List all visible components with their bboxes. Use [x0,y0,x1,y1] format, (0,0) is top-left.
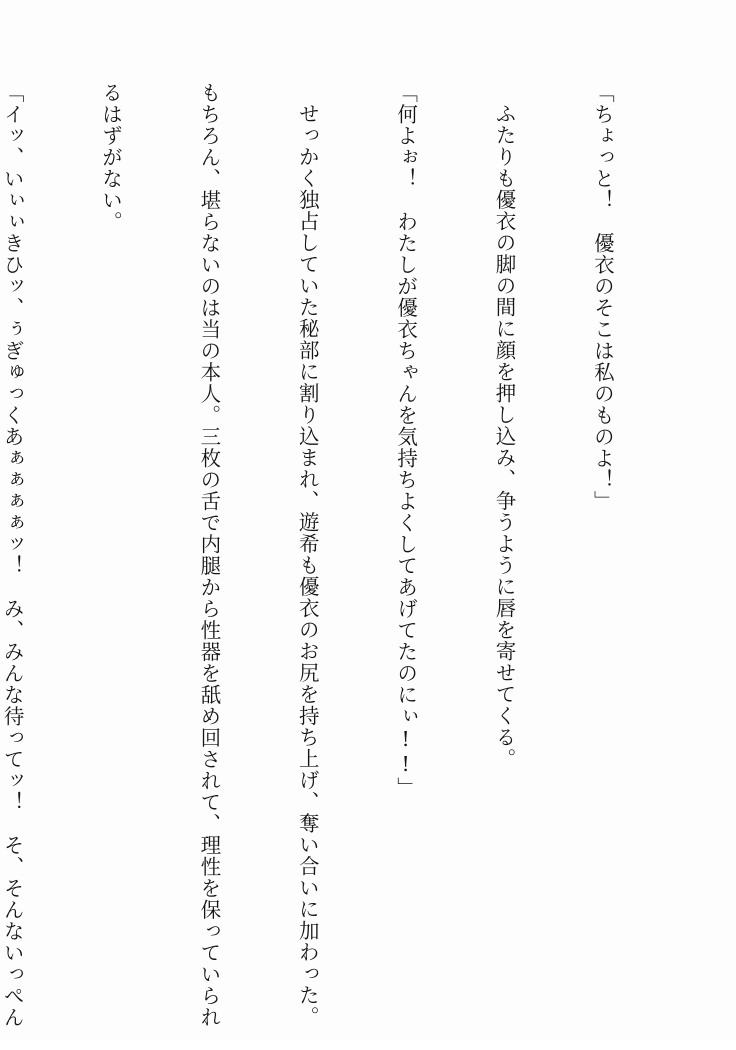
text-line: ふたりも優衣の脚の間に顔を押し込み、争うように唇を寄せてくる。 [492,102,517,769]
text-line: せっかく独占していた秘部に割り込まれ、遊希も優衣のお尻を持ち上げ、奪い合いに加わった。 [295,102,320,1027]
vertical-text-body [0,82,684,1028]
text-line: 「イッ、いぃぃきひッ、ぅぎゅっくあぁぁぁぁッ！ み、みんな待ってッ！ そ、そんないっぺん [0,82,25,1028]
text-line: 「何よぉ！ わたしが優衣ちゃんを気持ちよくしてあげてたのにぃ!!」 [393,82,418,799]
text-line: もちろん、堪らないのは当の本人。三枚の舌で内腿から性器を舐め回されて、理性を保っていられ [196,82,221,1028]
text-line: るはずがない。 [98,82,123,233]
text-line: 「ちょっと！ 優衣のそこは私のものよ！」 [590,82,615,512]
